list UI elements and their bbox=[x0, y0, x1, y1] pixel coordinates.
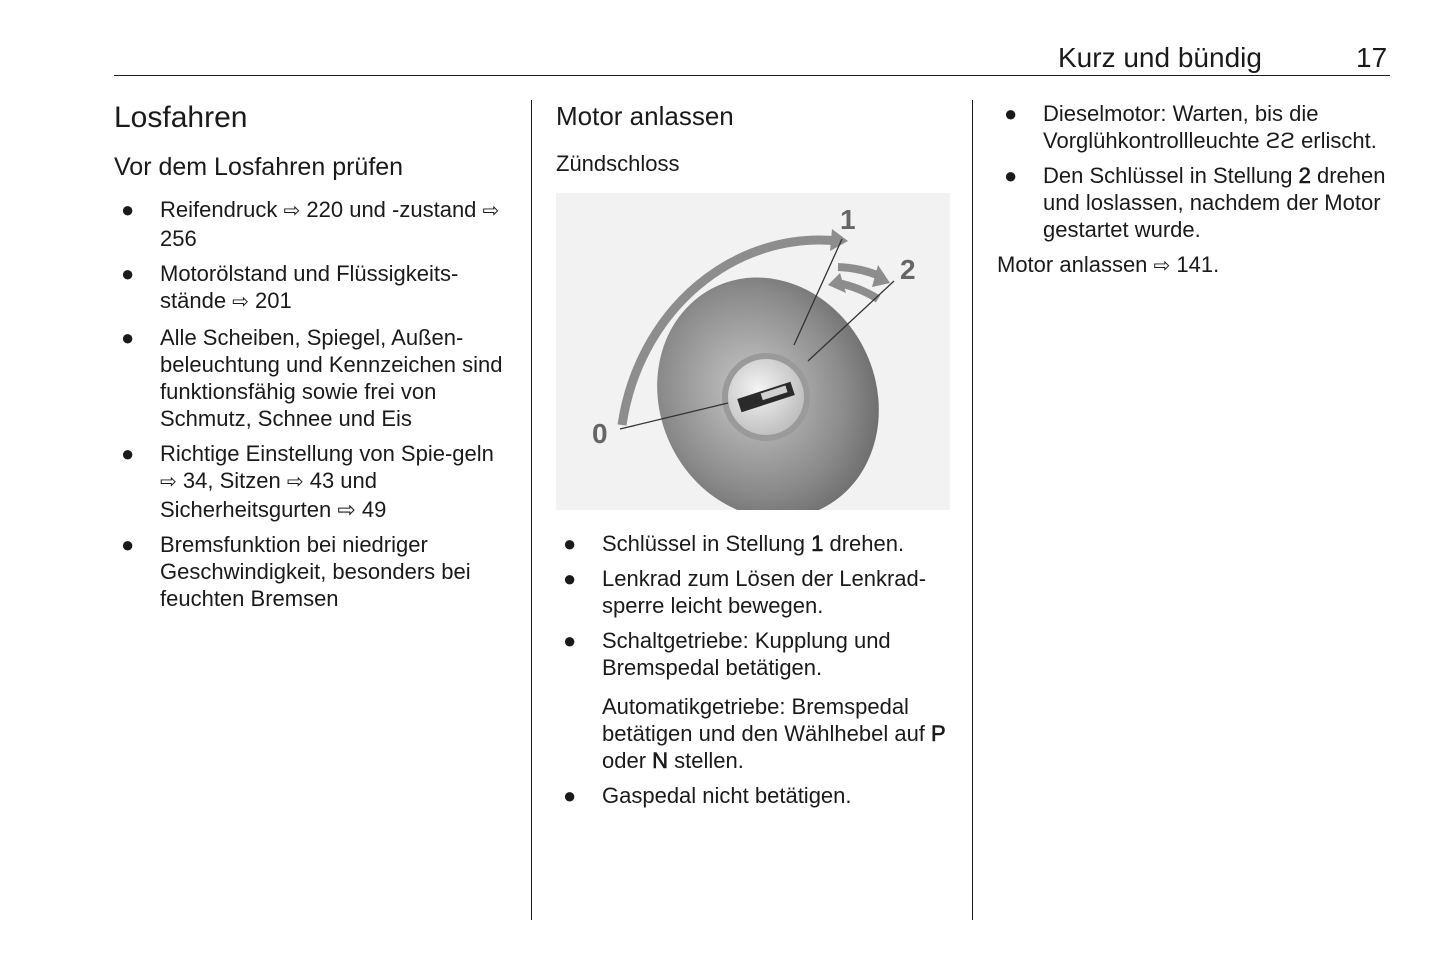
list-item: ● Alle Scheiben, Spiegel, Außen-beleuchtung und Kennzeichen sind funktionsfähig sowie frei von Schmutz, Schnee und Eis bbox=[121, 325, 503, 431]
checklist bbox=[114, 196, 514, 612]
reference-arrow-icon: ⇨ bbox=[232, 291, 249, 313]
automatic-note: Automatikgetriebe: Bremspedal betätigen und den Wählhebel auf P oder N stellen. bbox=[602, 694, 946, 773]
position-label-0: 0 bbox=[592, 418, 608, 449]
section-title-motor: Motor anlassen bbox=[556, 101, 734, 131]
position-label-2: 2 bbox=[900, 254, 916, 285]
bullet-icon: ● bbox=[563, 531, 577, 556]
bullet-icon: ● bbox=[121, 261, 135, 286]
list-item: ● Den Schlüssel in Stellung 2 drehen und loslassen, nachdem der Motor gestartet wurde. bbox=[1004, 163, 1386, 242]
reference-arrow-icon: ⇨ bbox=[283, 200, 301, 222]
reference-arrow-icon: ⇨ bbox=[160, 471, 177, 493]
section-subtitle: Vor dem Losfahren prüfen bbox=[114, 153, 404, 181]
list-item: ● Bremsfunktion bei niedriger Geschwindigkeit, besonders bei feuchten Bremsen bbox=[121, 532, 471, 611]
diesel-steps-list bbox=[997, 100, 1397, 243]
start-steps-list-continued bbox=[556, 782, 966, 809]
glow-plug-icon: ϩϩ bbox=[1265, 128, 1295, 153]
ignition-lock-figure bbox=[556, 193, 950, 510]
list-item: ● Dieselmotor: Warten, bis die Vorglühkontrollleuchte ϩϩ erlischt. bbox=[1004, 101, 1377, 153]
list-item: ● Schaltgetriebe: Kupplung und Bremspedal betätigen. bbox=[563, 628, 891, 680]
reference-arrow-icon: ⇨ bbox=[482, 200, 500, 222]
reference-arrow-icon: ⇨ bbox=[1153, 255, 1171, 277]
bullet-icon: ● bbox=[1004, 163, 1018, 188]
position-label-1: 1 bbox=[840, 204, 856, 235]
bullet-icon: ● bbox=[121, 325, 135, 350]
bullet-icon: ● bbox=[121, 532, 135, 557]
bullet-icon: ● bbox=[121, 441, 135, 466]
page-number: 17 bbox=[1356, 42, 1388, 73]
list-item: ● Motorölstand und Flüssigkeits-stände ⇨ 201 bbox=[121, 261, 459, 313]
column-divider-2 bbox=[972, 100, 973, 920]
column-1 bbox=[114, 100, 514, 620]
column-2-steps bbox=[556, 530, 966, 817]
bullet-icon: ● bbox=[1004, 101, 1018, 126]
column-3 bbox=[997, 100, 1397, 280]
list-item: ● Lenkrad zum Lösen der Lenkrad-sperre leicht bewegen. bbox=[563, 566, 927, 618]
ignition-lock-illustration bbox=[556, 193, 950, 510]
start-steps-list bbox=[556, 530, 966, 681]
bullet-icon: ● bbox=[563, 628, 577, 653]
reference-arrow-icon: ⇨ bbox=[286, 471, 304, 493]
column-2 bbox=[556, 100, 956, 178]
page-header-title: Kurz und bündig bbox=[1058, 42, 1262, 73]
header-rule bbox=[114, 75, 1390, 76]
column-divider-1 bbox=[531, 100, 532, 920]
list-item: ● Gaspedal nicht betätigen. bbox=[563, 783, 852, 808]
cross-reference: Motor anlassen ⇨ 141. bbox=[997, 252, 1220, 277]
bullet-icon: ● bbox=[563, 566, 577, 591]
list-item: ● Richtige Einstellung von Spie-geln ⇨ 34, Sitzen ⇨ 43 und Sicherheitsgurten ⇨ 49 bbox=[121, 441, 494, 522]
bullet-icon: ● bbox=[563, 783, 577, 808]
section-title: Losfahren bbox=[114, 101, 248, 134]
list-item: ● Reifendruck ⇨ 220 und -zustand ⇨ 256 bbox=[121, 197, 500, 251]
subsection-title: Zündschloss bbox=[556, 151, 680, 176]
bullet-icon: ● bbox=[121, 197, 135, 222]
list-item: ● Schlüssel in Stellung 1 drehen. bbox=[563, 531, 905, 556]
